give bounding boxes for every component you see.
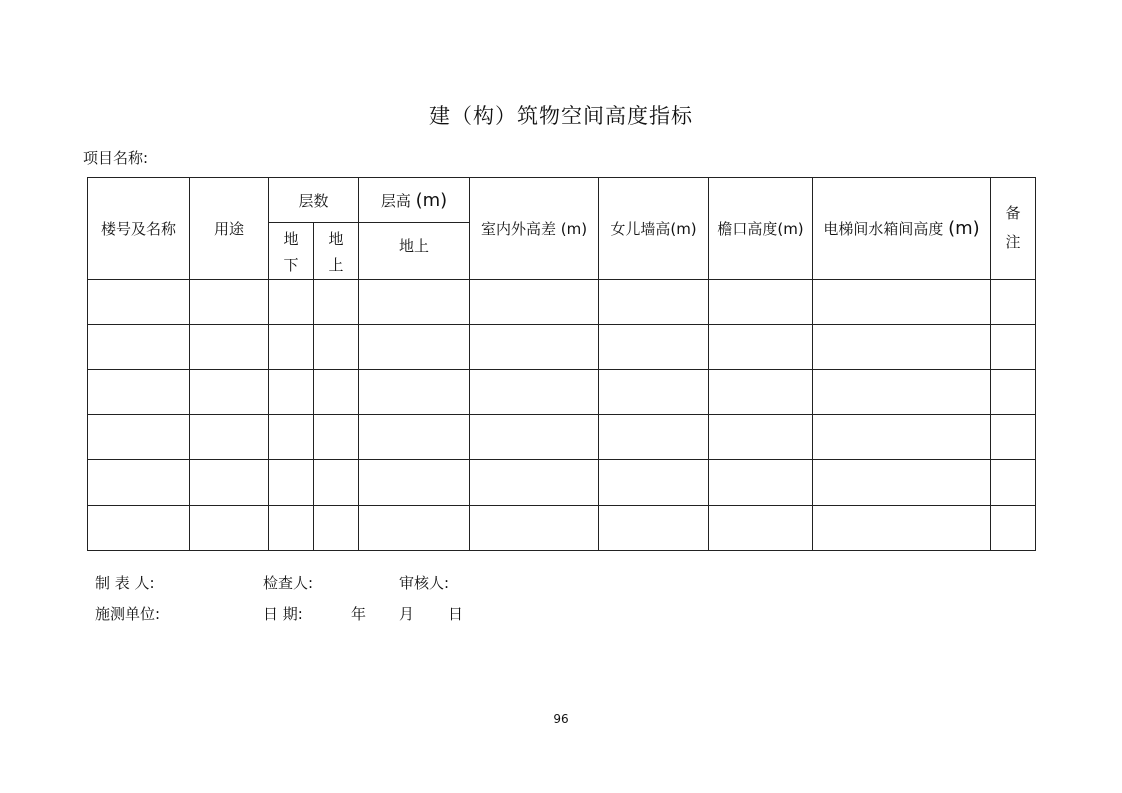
elevator-tank-unit: (m) bbox=[948, 217, 980, 239]
table-cell[interactable] bbox=[599, 279, 709, 324]
table-cell[interactable] bbox=[359, 505, 470, 550]
table-cell[interactable] bbox=[359, 370, 470, 415]
header-floors: 层数 bbox=[269, 178, 359, 223]
table-cell[interactable] bbox=[709, 505, 813, 550]
table-cell[interactable] bbox=[269, 460, 314, 505]
underground-char-2: 下 bbox=[283, 255, 299, 274]
table-cell[interactable] bbox=[314, 370, 359, 415]
table-cell[interactable] bbox=[470, 460, 599, 505]
date-day-label: 日 bbox=[448, 605, 464, 623]
table-cell[interactable] bbox=[314, 279, 359, 324]
page-number: 96 bbox=[553, 712, 569, 726]
table-cell[interactable] bbox=[991, 415, 1036, 460]
table-cell[interactable] bbox=[88, 370, 190, 415]
header-elevator-tank-height bbox=[813, 178, 991, 280]
table-row bbox=[88, 370, 1036, 415]
table-cell[interactable] bbox=[599, 460, 709, 505]
header-indoor-outdoor-diff: 室内外高差 (m) bbox=[470, 178, 599, 280]
prepared-by-label: 制 表 人: bbox=[95, 574, 155, 592]
table-cell[interactable] bbox=[470, 279, 599, 324]
table-cell[interactable] bbox=[991, 460, 1036, 505]
table-cell[interactable] bbox=[88, 460, 190, 505]
table-cell[interactable] bbox=[269, 370, 314, 415]
table-cell[interactable] bbox=[88, 324, 190, 369]
table-cell[interactable] bbox=[991, 370, 1036, 415]
date-year-label: 年 bbox=[351, 605, 367, 623]
table-cell[interactable] bbox=[314, 324, 359, 369]
header-remarks bbox=[991, 178, 1036, 280]
underground-char-1: 地 bbox=[283, 230, 299, 249]
table-row bbox=[88, 279, 1036, 324]
floor-height-label: 层高 bbox=[380, 191, 411, 210]
table-cell[interactable] bbox=[314, 505, 359, 550]
table-row bbox=[88, 324, 1036, 369]
table-row bbox=[88, 460, 1036, 505]
date-month-label: 月 bbox=[399, 605, 415, 623]
header-underground bbox=[269, 223, 314, 279]
aboveground-char-2: 上 bbox=[328, 255, 344, 274]
table-cell[interactable] bbox=[709, 324, 813, 369]
project-name-label: 项目名称: bbox=[83, 149, 149, 167]
table-cell[interactable] bbox=[359, 460, 470, 505]
table-cell[interactable] bbox=[709, 460, 813, 505]
table-cell[interactable] bbox=[314, 415, 359, 460]
header-building-name: 楼号及名称 bbox=[88, 178, 190, 280]
table-cell[interactable] bbox=[599, 370, 709, 415]
remarks-char-2: 注 bbox=[1005, 233, 1021, 252]
table-cell[interactable] bbox=[991, 324, 1036, 369]
table-cell[interactable] bbox=[813, 460, 991, 505]
table-cell[interactable] bbox=[813, 279, 991, 324]
table-cell[interactable] bbox=[991, 279, 1036, 324]
table-cell[interactable] bbox=[813, 324, 991, 369]
elevator-tank-label: 电梯间水箱间高度 bbox=[823, 219, 944, 238]
table-cell[interactable] bbox=[470, 415, 599, 460]
height-index-table bbox=[87, 177, 1036, 551]
table-cell[interactable] bbox=[709, 279, 813, 324]
table-cell[interactable] bbox=[991, 505, 1036, 550]
table-cell[interactable] bbox=[813, 505, 991, 550]
table-cell[interactable] bbox=[359, 324, 470, 369]
table-row bbox=[88, 505, 1036, 550]
table-cell[interactable] bbox=[269, 279, 314, 324]
table-cell[interactable] bbox=[269, 505, 314, 550]
date-label: 日 期: bbox=[263, 605, 303, 623]
table-cell[interactable] bbox=[314, 460, 359, 505]
header-parapet-height: 女儿墙高(m) bbox=[599, 178, 709, 280]
remarks-char-1: 备 bbox=[1005, 204, 1021, 223]
table-cell[interactable] bbox=[470, 370, 599, 415]
header-use: 用途 bbox=[190, 178, 269, 280]
table-cell[interactable] bbox=[599, 324, 709, 369]
table-cell[interactable] bbox=[599, 505, 709, 550]
table-cell[interactable] bbox=[190, 324, 269, 369]
reviewed-by-label: 审核人: bbox=[399, 574, 450, 592]
table-cell[interactable] bbox=[470, 324, 599, 369]
table-cell[interactable] bbox=[813, 370, 991, 415]
table-cell[interactable] bbox=[88, 415, 190, 460]
table-cell[interactable] bbox=[269, 324, 314, 369]
header-eave-height: 檐口高度(m) bbox=[709, 178, 813, 280]
table-cell[interactable] bbox=[709, 415, 813, 460]
table-cell[interactable] bbox=[88, 505, 190, 550]
table-cell[interactable] bbox=[190, 370, 269, 415]
construction-unit-label: 施测单位: bbox=[95, 605, 161, 623]
table-cell[interactable] bbox=[470, 505, 599, 550]
table-cell[interactable] bbox=[359, 415, 470, 460]
table-cell[interactable] bbox=[813, 415, 991, 460]
table-cell[interactable] bbox=[359, 279, 470, 324]
table-row bbox=[88, 415, 1036, 460]
table-cell[interactable] bbox=[190, 460, 269, 505]
table-cell[interactable] bbox=[190, 415, 269, 460]
header-aboveground bbox=[314, 223, 359, 279]
table-cell[interactable] bbox=[190, 505, 269, 550]
document-title: 建（构）筑物空间高度指标 bbox=[429, 104, 693, 128]
table-cell[interactable] bbox=[190, 279, 269, 324]
table-cell[interactable] bbox=[599, 415, 709, 460]
checked-by-label: 检查人: bbox=[263, 574, 314, 592]
table-cell[interactable] bbox=[269, 415, 314, 460]
table-cell[interactable] bbox=[709, 370, 813, 415]
table-cell[interactable] bbox=[88, 279, 190, 324]
header-floor-height-above: 地上 bbox=[359, 223, 470, 279]
header-floor-height bbox=[359, 178, 470, 223]
aboveground-char-1: 地 bbox=[328, 230, 344, 249]
floor-height-unit: (m) bbox=[415, 189, 448, 211]
